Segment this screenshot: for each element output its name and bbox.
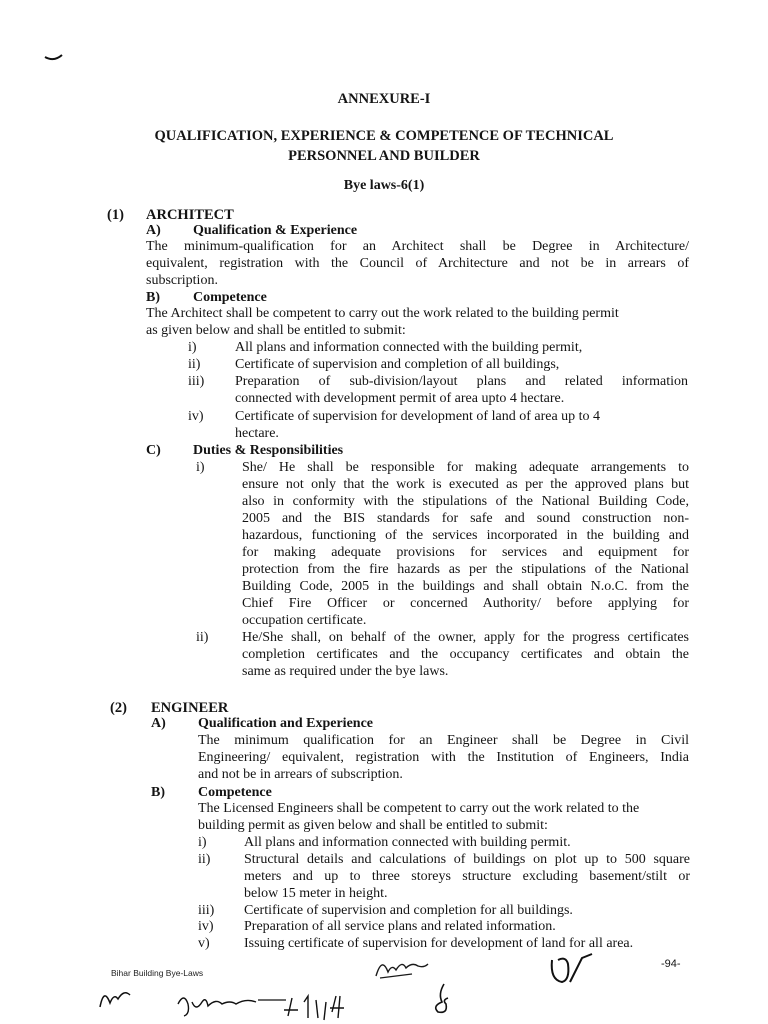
list-item-text: She/ He shall be responsible for making adequate arrangements to bbox=[242, 460, 689, 475]
subsection-heading: Competence bbox=[198, 785, 272, 800]
list-item-text: Certificate of supervision and completion for all buildings. bbox=[244, 903, 573, 918]
subsection-heading: Qualification & Experience bbox=[193, 223, 358, 238]
list-item-text: hectare. bbox=[235, 426, 279, 441]
footer-document-name: Bihar Building Bye-Laws bbox=[111, 968, 204, 978]
list-item-number: v) bbox=[198, 936, 210, 951]
list-item-number: ii) bbox=[198, 852, 211, 867]
paragraph-line: The Architect shall be competent to carry out the work related to the building permit bbox=[146, 306, 619, 321]
list-item-number: iii) bbox=[198, 903, 215, 918]
section-title-engineer: ENGINEER bbox=[151, 700, 229, 716]
list-item-text: Certificate of supervision and completion of all buildings, bbox=[235, 357, 560, 372]
list-item-number: ii) bbox=[196, 630, 209, 645]
list-item-text: meters and up to three storeys structure excluding basement/stilt or bbox=[244, 869, 690, 884]
list-item-text: Structural details and calculations of buildings on plot up to 500 square bbox=[244, 852, 690, 867]
paragraph-line: Engineering/ equivalent, registration with the Institution of Engineers, India bbox=[198, 750, 689, 765]
list-item-number: i) bbox=[198, 835, 207, 850]
list-item-text: same as required under the bye laws. bbox=[242, 664, 449, 679]
annexure-heading: ANNEXURE-I bbox=[337, 91, 431, 107]
document-title-line1: QUALIFICATION, EXPERIENCE & COMPETENCE OF TECHNICAL bbox=[154, 128, 614, 144]
paragraph-line: The Licensed Engineers shall be competent to carry out the work related to the bbox=[198, 801, 640, 816]
paragraph-line: The minimum-qualification for an Architect shall be Degree in Architecture/ bbox=[146, 239, 689, 254]
list-item-text: Building Code, 2005 in the buildings and shall obtain N.o.C. from the bbox=[242, 579, 689, 594]
paragraph-line: and not be in arrears of subscription. bbox=[198, 767, 403, 782]
handwritten-initials-icon bbox=[548, 952, 598, 992]
list-item-text: protection from the fire hazards as per the stipulations of the National bbox=[242, 562, 689, 577]
handwritten-mark-icon bbox=[96, 983, 136, 1013]
subsection-heading: Qualification and Experience bbox=[198, 716, 373, 731]
section-number-engineer: (2) bbox=[110, 700, 127, 716]
subsection-label: B) bbox=[146, 290, 160, 305]
paragraph-line: building permit as given below and shall be entitled to submit: bbox=[198, 818, 548, 833]
paragraph-line: as given below and shall be entitled to submit: bbox=[146, 323, 406, 338]
subsection-label: A) bbox=[146, 223, 161, 238]
subsection-label: A) bbox=[151, 716, 166, 731]
list-item-text: Preparation of all service plans and related information. bbox=[244, 919, 556, 934]
list-item-text: All plans and information connected with building permit. bbox=[244, 835, 571, 850]
section-number-architect: (1) bbox=[107, 207, 124, 223]
list-item-text: also in conformity with the stipulations of the National Building Code, bbox=[242, 494, 689, 509]
list-item-number: ii) bbox=[188, 357, 201, 372]
handwritten-initial-icon bbox=[428, 980, 458, 1016]
list-item-text: Chief Fire Officer or concerned Authority/ before applying for bbox=[242, 596, 689, 611]
subsection-heading: Competence bbox=[193, 290, 267, 305]
paragraph-line: equivalent, registration with the Council of Architecture and not be in arrears of bbox=[146, 256, 689, 271]
subsection-label: B) bbox=[151, 785, 165, 800]
list-item-text: Certificate of supervision for development of land of area up to 4 bbox=[235, 409, 601, 424]
list-item-text: He/She shall, on behalf of the owner, apply for the progress certificates bbox=[242, 630, 689, 645]
list-item-number: iv) bbox=[198, 919, 214, 934]
list-item-text: below 15 meter in height. bbox=[244, 886, 388, 901]
scan-mark-icon bbox=[44, 52, 64, 64]
subsection-label: C) bbox=[146, 443, 161, 458]
page-number: -94- bbox=[661, 958, 681, 970]
list-item-text: occupation certificate. bbox=[242, 613, 367, 628]
list-item-text: for making adequate provisions for services and equipment for bbox=[242, 545, 689, 560]
list-item-text: Issuing certificate of supervision for development of land for all area. bbox=[244, 936, 634, 951]
list-item-text: Preparation of sub-division/layout plans and related information bbox=[235, 374, 688, 389]
list-item-text: connected with development permit of area upto 4 hectare. bbox=[235, 391, 565, 406]
bye-law-reference: Bye laws-6(1) bbox=[343, 178, 425, 193]
list-item-number: i) bbox=[188, 340, 197, 355]
list-item-text: All plans and information connected with the building permit, bbox=[235, 340, 583, 355]
section-title-architect: ARCHITECT bbox=[146, 207, 234, 223]
list-item-number: iii) bbox=[188, 374, 205, 389]
list-item-text: 2005 and the BIS standards for safe and sound construction non- bbox=[242, 511, 689, 526]
paragraph-line: The minimum qualification for an Engineer shall be Degree in Civil bbox=[198, 733, 689, 748]
list-item-number: i) bbox=[196, 460, 205, 475]
handwritten-signature-date-icon bbox=[176, 990, 376, 1024]
paragraph-line: subscription. bbox=[146, 273, 218, 288]
list-item-number: iv) bbox=[188, 409, 204, 424]
handwritten-signature-icon bbox=[372, 950, 432, 982]
list-item-text: completion certificates and the occupancy certificates and obtain the bbox=[242, 647, 689, 662]
document-title-line2: PERSONNEL AND BUILDER bbox=[288, 148, 480, 164]
list-item-text: ensure not only that the work is executed as per the approved plans but bbox=[242, 477, 689, 492]
subsection-heading: Duties & Responsibilities bbox=[193, 443, 344, 458]
list-item-text: hazardous, functioning of the services incorporated in the building and bbox=[242, 528, 689, 543]
